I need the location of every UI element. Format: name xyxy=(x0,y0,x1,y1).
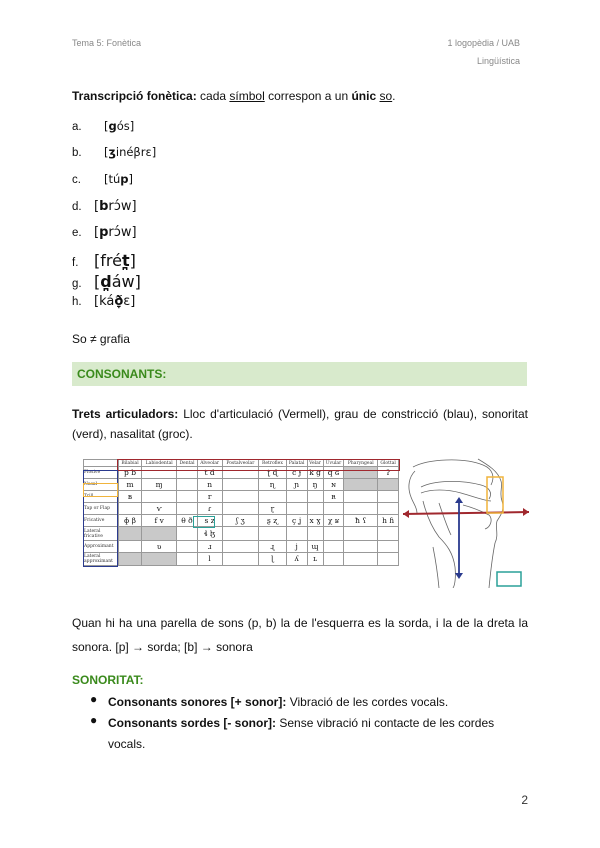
example-pre: [fré xyxy=(94,251,122,270)
ipa-cell: ɭ xyxy=(259,552,287,565)
voicing-frame xyxy=(193,516,215,528)
bullet-item xyxy=(90,713,500,755)
epiglottis xyxy=(439,503,451,535)
ipa-cell xyxy=(119,503,142,515)
intro-text-1: cada xyxy=(196,89,230,103)
ipa-cell: ɰ xyxy=(307,540,323,552)
ipa-column-header: Alveolar xyxy=(197,460,222,467)
ipa-column-header: Bilabial xyxy=(119,460,142,467)
intro-label: Transcripció fonètica: xyxy=(72,89,197,103)
example-post: ɛ] xyxy=(123,294,136,309)
example-a xyxy=(72,119,134,133)
ipa-cell xyxy=(222,491,258,503)
ipa-column-header: Pharyngeal xyxy=(344,460,378,467)
ipa-cell xyxy=(222,527,258,540)
ipa-row xyxy=(84,540,399,552)
ipa-cell: χ ʁ xyxy=(323,515,344,527)
ipa-cell xyxy=(344,527,378,540)
ipa-cell xyxy=(286,527,307,540)
section-title: CONSONANTS: xyxy=(77,367,167,381)
ipa-cell: l xyxy=(197,552,222,565)
voicing-box xyxy=(497,572,521,586)
ipa-cell: ʔ xyxy=(378,467,399,479)
ipa-cell: t d xyxy=(197,467,222,479)
example-pre: [ká xyxy=(94,294,115,309)
example-bold: p xyxy=(99,225,109,240)
bullet-bold: Consonants sordes [- sonor]: xyxy=(108,716,277,730)
ipa-cell: p b xyxy=(119,467,142,479)
ipa-cell: n xyxy=(197,479,222,491)
ipa-row-header: Tap or Flap xyxy=(84,503,119,515)
ipa-table xyxy=(83,459,399,566)
example-post: ós] xyxy=(116,119,135,133)
ipa-row-header: Plosive xyxy=(84,467,119,479)
ipa-cell xyxy=(119,540,142,552)
ipa-cell: r xyxy=(197,491,222,503)
vocal-tract-illustration xyxy=(403,457,530,588)
ipa-cell: ʈ ɖ xyxy=(259,467,287,479)
ipa-cell xyxy=(344,540,378,552)
example-letter: d. xyxy=(72,201,82,213)
bullet-icon: ● xyxy=(90,692,98,706)
ipa-cell xyxy=(177,552,197,565)
ipa-row-header: Trill xyxy=(84,491,119,503)
ipa-cell xyxy=(378,527,399,540)
ipa-corner xyxy=(84,460,119,467)
ipa-cell: ɬ ɮ xyxy=(197,527,222,540)
ipa-row-header: Lateral approximant xyxy=(84,552,119,565)
ipa-row xyxy=(84,515,399,527)
intro-line xyxy=(72,89,396,103)
so-grafia: So ≠ grafia xyxy=(72,332,130,346)
ipa-cell xyxy=(119,527,142,540)
example-bold: p xyxy=(120,172,129,186)
ipa-cell: ɲ xyxy=(286,479,307,491)
example-h xyxy=(72,294,135,309)
bullet-bold: Consonants sonores [+ sonor]: xyxy=(108,695,287,709)
ipa-cell: m xyxy=(119,479,142,491)
example-post: rɔ́w] xyxy=(108,199,137,214)
ipa-cell: j xyxy=(286,540,307,552)
ipa-cell: f v xyxy=(142,515,177,527)
ipa-column-header: Dental xyxy=(177,460,197,467)
ipa-cell: ɾ xyxy=(197,503,222,515)
ipa-cell: ɸ β xyxy=(119,515,142,527)
ipa-cell xyxy=(307,503,323,515)
header-left: Tema 5: Fonètica xyxy=(72,38,142,48)
place-axis-arrow xyxy=(403,512,529,514)
tongue-top xyxy=(421,490,491,501)
ipa-cell xyxy=(323,527,344,540)
ipa-cell xyxy=(286,491,307,503)
ipa-cell xyxy=(286,503,307,515)
ipa-cell: ç ʝ xyxy=(286,515,307,527)
example-letter: f. xyxy=(72,257,79,269)
constriction-arrow-down xyxy=(455,573,463,579)
ipa-cell xyxy=(307,491,323,503)
ipa-cell xyxy=(177,491,197,503)
ipa-column-header: Postalveolar xyxy=(222,460,258,467)
ipa-cell xyxy=(307,527,323,540)
ipa-cell: x ɣ xyxy=(307,515,323,527)
ipa-row xyxy=(84,491,399,503)
ipa-cell: ʀ xyxy=(323,491,344,503)
ipa-cell: ʂ ʐ xyxy=(259,515,287,527)
ipa-cell xyxy=(344,503,378,515)
example-letter: c. xyxy=(72,174,81,186)
page-number: 2 xyxy=(521,793,528,807)
ipa-cell xyxy=(323,552,344,565)
ipa-row xyxy=(84,527,399,540)
ipa-cell xyxy=(378,479,399,491)
ipa-cell xyxy=(222,479,258,491)
ipa-cell xyxy=(259,491,287,503)
example-letter: a. xyxy=(72,121,82,133)
bullet-text: Sense vibració ni contacte de les cordes vocals. xyxy=(108,716,495,751)
example-f xyxy=(72,251,136,270)
example-post: ] xyxy=(128,172,134,186)
ipa-cell xyxy=(119,552,142,565)
nasality-frame xyxy=(83,483,118,497)
header-right-course: 1 logopèdia / UAB xyxy=(447,38,520,48)
ipa-cell xyxy=(142,491,177,503)
ipa-row-header: Lateral fricative xyxy=(84,527,119,540)
ipa-cell: ʙ xyxy=(119,491,142,503)
example-post: rɔ́w] xyxy=(108,225,137,240)
ipa-cell xyxy=(222,552,258,565)
intro-bold: únic xyxy=(351,89,377,103)
ipa-row xyxy=(84,552,399,565)
ipa-column-header: Labiodental xyxy=(142,460,177,467)
place-arrow-right xyxy=(523,508,529,516)
ipa-cell: ŋ xyxy=(307,479,323,491)
ipa-cell: ɴ xyxy=(323,479,344,491)
ipa-cell: ɽ xyxy=(259,503,287,515)
ipa-row-header: Nasal xyxy=(84,479,119,491)
ipa-cell: ⱱ xyxy=(142,503,177,515)
ipa-cell xyxy=(378,540,399,552)
ipa-cell: ɳ xyxy=(259,479,287,491)
example-post: ] xyxy=(129,251,136,270)
ipa-cell: ʃ ʒ xyxy=(222,515,258,527)
example-bold: t̪ xyxy=(121,251,130,270)
example-pre: [ xyxy=(94,225,100,240)
example-pre: [ xyxy=(104,119,109,133)
example-bold: ð̞ xyxy=(114,294,124,309)
intro-underline-2: so xyxy=(379,89,393,103)
pair-paragraph: Quan hi ha una parella de sons (p, b) la de l'esquerra es la sorda, i la de la dreta la sonora. [p] → sorda; [b] → sonora xyxy=(72,616,528,654)
ipa-cell: k g xyxy=(307,467,323,479)
ipa-cell xyxy=(378,552,399,565)
ipa-row-header: Fricative xyxy=(84,515,119,527)
example-bold: g xyxy=(108,119,117,133)
example-letter: e. xyxy=(72,227,82,239)
ipa-column-header: Palatal xyxy=(286,460,307,467)
intro-underline-1: símbol xyxy=(229,89,265,103)
example-post: inéβrɛ] xyxy=(115,145,157,159)
ipa-cell: ɹ xyxy=(197,540,222,552)
ipa-cell: ɻ xyxy=(259,540,287,552)
section-band xyxy=(72,362,527,386)
place-arrow-left xyxy=(403,510,409,518)
example-letter: g. xyxy=(72,278,82,290)
example-e xyxy=(72,225,137,240)
ipa-cell: ħ ʕ xyxy=(344,515,378,527)
example-g xyxy=(72,272,141,291)
intro-text-2: correspon a un xyxy=(264,89,352,103)
ipa-column-header: Uvular xyxy=(323,460,344,467)
traits-text: Lloc d'articulació (Vermell), grau de constricció (blau), sonoritat (verd), nasalitat (groc). xyxy=(72,407,528,441)
ipa-cell: ɱ xyxy=(142,479,177,491)
example-pre: [tú xyxy=(104,172,121,186)
ipa-cell: h ɦ xyxy=(378,515,399,527)
sonoritat-title: SONORITAT: xyxy=(72,673,144,687)
ipa-consonant-chart xyxy=(83,459,399,566)
ipa-cell: s z xyxy=(197,515,222,527)
ipa-cell xyxy=(222,503,258,515)
ipa-cell: ʋ xyxy=(142,540,177,552)
ipa-cell xyxy=(344,552,378,565)
ipa-row xyxy=(84,479,399,491)
ipa-cell: c ɟ xyxy=(286,467,307,479)
spine-line xyxy=(433,547,439,588)
ipa-column-header: Velar xyxy=(307,460,323,467)
ipa-row xyxy=(84,503,399,515)
ipa-cell xyxy=(323,503,344,515)
ipa-cell xyxy=(259,527,287,540)
bullet-text: Vibració de les cordes vocals. xyxy=(286,695,449,709)
constriction-arrow-up xyxy=(455,497,463,503)
traits-label: Trets articuladors: xyxy=(72,407,179,421)
ipa-cell: θ ð xyxy=(177,515,197,527)
ipa-cell xyxy=(177,503,197,515)
bullet-icon: ● xyxy=(90,713,98,727)
example-bold: ʒ xyxy=(108,145,116,159)
ipa-cell xyxy=(323,540,344,552)
intro-text-4: . xyxy=(392,89,396,103)
ipa-cell: q ɢ xyxy=(323,467,344,479)
ipa-cell: ʎ xyxy=(286,552,307,565)
example-letter: b. xyxy=(72,147,82,159)
example-bold: d̪ xyxy=(100,272,112,291)
example-bold: b xyxy=(99,199,109,214)
ipa-row-header: Approximant xyxy=(84,540,119,552)
example-pre: [ xyxy=(104,145,109,159)
ipa-cell xyxy=(177,479,197,491)
example-d xyxy=(72,199,137,214)
ipa-cell xyxy=(177,527,197,540)
ipa-column-header: Glottal xyxy=(378,460,399,467)
ipa-cell xyxy=(344,479,378,491)
bullet-item xyxy=(90,692,500,713)
ipa-column-header: Retroflex xyxy=(259,460,287,467)
ipa-cell xyxy=(142,527,177,540)
example-post: áw] xyxy=(111,272,141,291)
ipa-cell xyxy=(222,540,258,552)
ipa-cell xyxy=(378,503,399,515)
ipa-cell xyxy=(177,540,197,552)
back-head xyxy=(409,471,417,513)
ipa-cell xyxy=(344,491,378,503)
example-pre: [ xyxy=(94,272,101,291)
ipa-cell xyxy=(378,491,399,503)
example-pre: [ xyxy=(94,199,100,214)
traits-paragraph xyxy=(72,404,528,444)
example-b xyxy=(72,145,156,159)
example-c xyxy=(72,172,133,186)
ipa-cell: ʟ xyxy=(307,552,323,565)
example-letter: h. xyxy=(72,296,82,308)
ipa-cell xyxy=(142,552,177,565)
header-right-subject: Lingüística xyxy=(476,56,520,66)
place-frame xyxy=(117,459,400,471)
